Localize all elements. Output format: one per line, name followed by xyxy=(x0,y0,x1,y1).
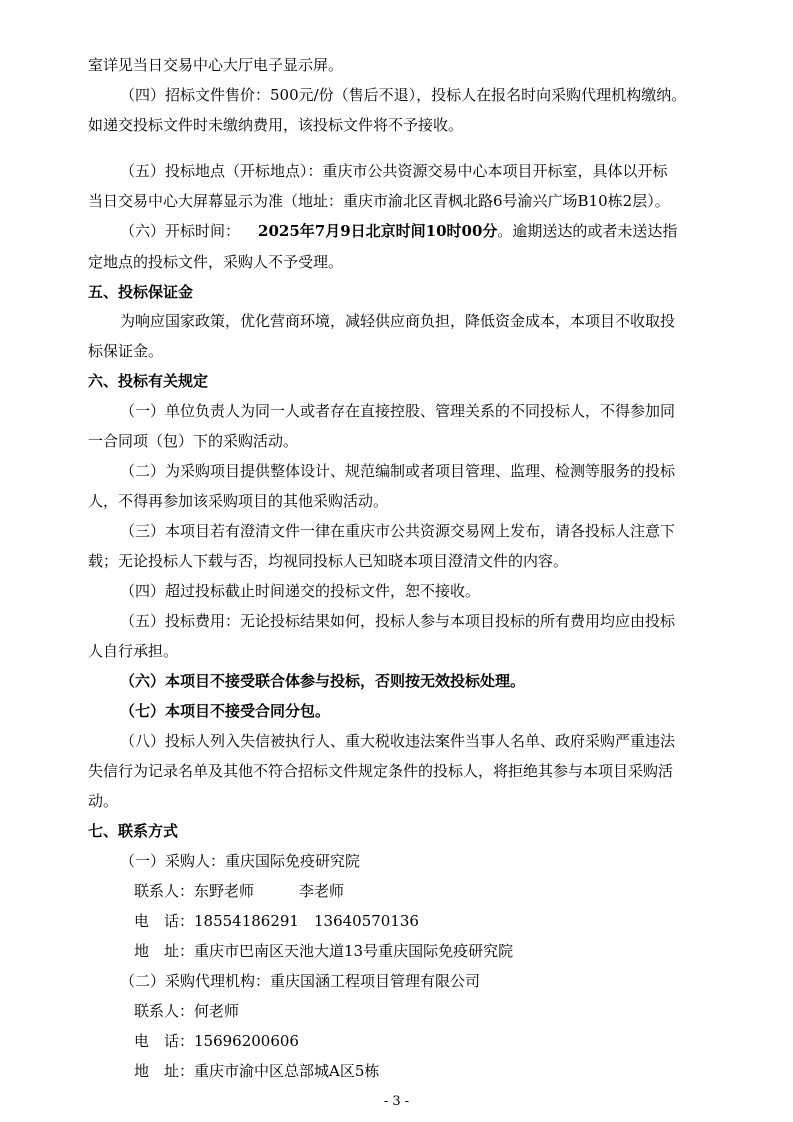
paragraph-line: （五）投标地点（开标地点）：重庆市公共资源交易中心本项目开标室，具体以开标 xyxy=(120,162,668,180)
bold-rule-line: （六）本项目不接受联合体参与投标，否则按无效投标处理。 xyxy=(120,672,526,690)
agency-address: 地 址：重庆市渝中区总部城A区5栋 xyxy=(134,1062,380,1080)
purchaser-address: 地 址：重庆市巴南区天池大道13号重庆国际免疫研究院 xyxy=(134,942,514,960)
paragraph-line: 为响应国家政策，优化营商环境，减轻供应商负担，降低资金成本，本项目不收取投 xyxy=(120,312,676,330)
paragraph-line: 失信行为记录名单及其他不符合招标文件规定条件的投标人，将拒绝其参与本项目采购活 xyxy=(88,762,674,780)
paragraph-line: 载；无论投标人下载与否，均视同投标人已知晓本项目澄清文件的内容。 xyxy=(88,552,569,570)
paragraph-line: 如递交投标文件时未缴纳费用，该投标文件将不予接收。 xyxy=(88,116,464,134)
section-heading-rules: 六、投标有关规定 xyxy=(88,372,209,390)
paragraph-line: （二）为采购项目提供整体设计、规范编制或者项目管理、监理、检测等服务的投标 xyxy=(120,462,676,480)
paragraph-line: （四）超过投标截止时间递交的投标文件，恕不接收。 xyxy=(120,582,481,600)
opening-time-note: 。逾期送达的或者未送达指 xyxy=(497,222,678,240)
paragraph-line: （五）投标费用：无论投标结果如何，投标人参与本项目投标的所有费用均应由投标 xyxy=(120,612,676,630)
page-number: - 3 - xyxy=(383,1094,410,1109)
opening-time-line xyxy=(120,221,677,241)
purchaser-phone: 电 话：18554186291 13640570136 xyxy=(134,912,419,930)
agency-phone: 电 话：15696200606 xyxy=(134,1032,299,1050)
paragraph-line: （八）投标人列入失信被执行人、重大税收违法案件当事人名单、政府采购严重违法 xyxy=(120,732,676,750)
agency-contact: 联系人：何老师 xyxy=(134,1002,240,1020)
paragraph-line: （三）本项目若有澄清文件一律在重庆市公共资源交易网上发布，请各投标人注意下 xyxy=(120,522,676,540)
opening-time-value: 2025年7月9日北京时间10时00分 xyxy=(258,222,498,240)
agency-name: （二）采购代理机构：重庆国涵工程项目管理有限公司 xyxy=(120,972,481,990)
bold-rule-line: （七）本项目不接受合同分包。 xyxy=(120,702,331,720)
paragraph-line: 动。 xyxy=(88,792,119,810)
purchaser-name: （一）采购人：重庆国际免疫研究院 xyxy=(120,852,361,870)
paragraph-line: （四）招标文件售价：500元/份（售后不退），投标人在报名时向采购代理机构缴纳。 xyxy=(120,86,687,104)
paragraph-line: 当日交易中心大屏幕显示为准（地址：重庆市渝北区青枫北路6号渝兴广场B10栋2层）。 xyxy=(88,192,670,210)
opening-time-label: （六）开标时间： xyxy=(120,222,241,240)
purchaser-contact: 联系人：东野老师 李老师 xyxy=(134,882,345,900)
paragraph-line: （一）单位负责人为同一人或者存在直接控股、管理关系的不同投标人，不得参加同 xyxy=(120,402,676,420)
paragraph-line: 标保证金。 xyxy=(88,342,164,360)
paragraph-line: 室详见当日交易中心大厅电子显示屏。 xyxy=(88,56,344,74)
paragraph-line: 人，不得再参加该采购项目的其他采购活动。 xyxy=(88,492,389,510)
paragraph-line: 定地点的投标文件，采购人不予受理。 xyxy=(88,253,344,271)
section-heading-contacts: 七、联系方式 xyxy=(88,822,179,840)
paragraph-line: 一合同项（包）下的采购活动。 xyxy=(88,432,299,450)
section-heading-deposit: 五、投标保证金 xyxy=(88,283,194,301)
paragraph-line: 人自行承担。 xyxy=(88,642,179,660)
